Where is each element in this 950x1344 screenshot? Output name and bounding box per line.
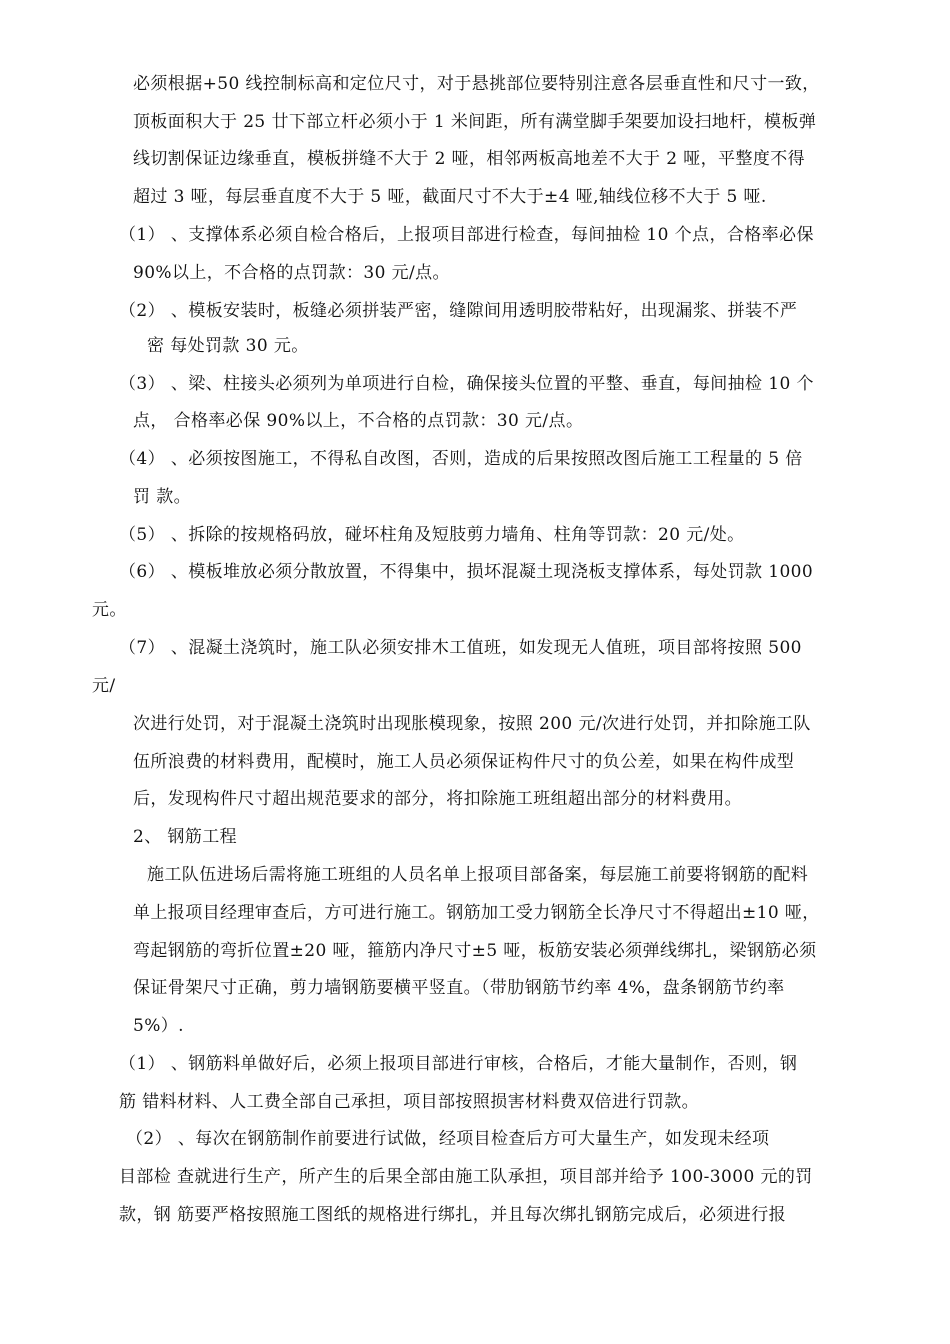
text-line: 密 每处罚款 30 元。 — [147, 336, 309, 356]
text-line: 保证骨架尺寸正确，剪力墙钢筋要横平竖直。（带肋钢筋节约率 4%，盘条钢筋节约率 — [133, 978, 785, 998]
list-item: （7） 、混凝土浇筑时，施工队必须安排木工值班，如发现无人值班，项目部将按照 500 — [119, 638, 802, 658]
text-line: 筋 错料材料、人工费全部自己承担，项目部按照损害材料费双倍进行罚款。 — [119, 1092, 700, 1112]
text-line: 元。 — [92, 600, 127, 620]
text-line: 罚 款。 — [133, 487, 192, 507]
text-line: 90%以上，不合格的点罚款：30 元/点。 — [133, 263, 450, 283]
text-line: 单上报项目经理审查后，方可进行施工。钢筋加工受力钢筋全长净尺寸不得超出±10 哑， — [133, 903, 820, 923]
text-line: 施工队伍进场后需将施工班组的人员名单上报项目部备案，每层施工前要将钢筋的配料 — [147, 865, 809, 885]
list-item: （3） 、梁、柱接头必须列为单项进行自检，确保接头位置的平整、垂直，每间抽检 10 个 — [119, 374, 814, 394]
list-item: （4） 、必须按图施工，不得私自改图，否则，造成的后果按照改图后施工工程量的 5 倍 — [119, 449, 803, 469]
text-line: 5%）. — [133, 1016, 184, 1036]
text-line: 次进行处罚，对于混凝土浇筑时出现胀模现象，按照 200 元/次进行处罚，并扣除施工队 — [133, 714, 811, 734]
text-line: 后，发现构件尺寸超出规范要求的部分，将扣除施工班组超出部分的材料费用。 — [133, 789, 742, 809]
text-line: 伍所浪费的材料费用，配模时，施工人员必须保证构件尺寸的负公差，如果在构件成型 — [133, 752, 795, 772]
text-line: 款，钢 筋要严格按照施工图纸的规格进行绑扎，并且每次绑扎钢筋完成后，必须进行报 — [119, 1205, 787, 1225]
text-line: 必须根据+50 线控制标高和定位尺寸，对于悬挑部位要特别注意各层垂直性和尺寸一致， — [133, 74, 820, 94]
text-line: 元/ — [92, 676, 116, 696]
text-line: 线切割保证边缘垂直，模板拼缝不大于 2 哑，相邻两板高地差不大于 2 哑，平整度不得 — [133, 149, 806, 169]
text-line: 顶板面积大于 25 廿下部立杆必须小于 1 米间距，所有满堂脚手架要加设扫地杆，模板弹 — [133, 112, 817, 132]
text-line: 弯起钢筋的弯折位置±20 哑，箍筋内净尺寸±5 哑，板筋安装必须弹线绑扎，梁钢筋必须 — [133, 941, 817, 961]
section-heading: 2、 钢筋工程 — [133, 827, 238, 847]
list-item: （2） 、每次在钢筋制作前要进行试做，经项目检查后方可大量生产，如发现未经项 — [126, 1129, 770, 1149]
text-line: 点， 合格率必保 90%以上，不合格的点罚款：30 元/点。 — [133, 411, 584, 431]
text-line: 超过 3 哑，每层垂直度不大于 5 哑，截面尺寸不大于±4 哑,轴线位移不大于 5 哑. — [133, 187, 767, 207]
text-line: 目部检 查就进行生产，所产生的后果全部由施工队承担，项目部并给予 100-3000 元的罚 — [119, 1167, 813, 1187]
list-item: （1） 、钢筋料单做好后，必须上报项目部进行审核，合格后，才能大量制作，否则，钢 — [119, 1054, 798, 1074]
list-item: （5） 、拆除的按规格码放，碰坏柱角及短肢剪力墙角、柱角等罚款：20 元/处。 — [119, 525, 745, 545]
list-item: （1） 、支撑体系必须自检合格后，上报项目部进行检查，每间抽检 10 个点，合格率必保 — [119, 225, 814, 245]
list-item: （2） 、模板安装时，板缝必须拼装严密，缝隙间用透明胶带粘好，出现漏浆、拼装不严 — [119, 301, 798, 321]
list-item: （6） 、模板堆放必须分散放置，不得集中，损坏混凝土现浇板支撑体系，每处罚款 1000 — [119, 562, 814, 582]
